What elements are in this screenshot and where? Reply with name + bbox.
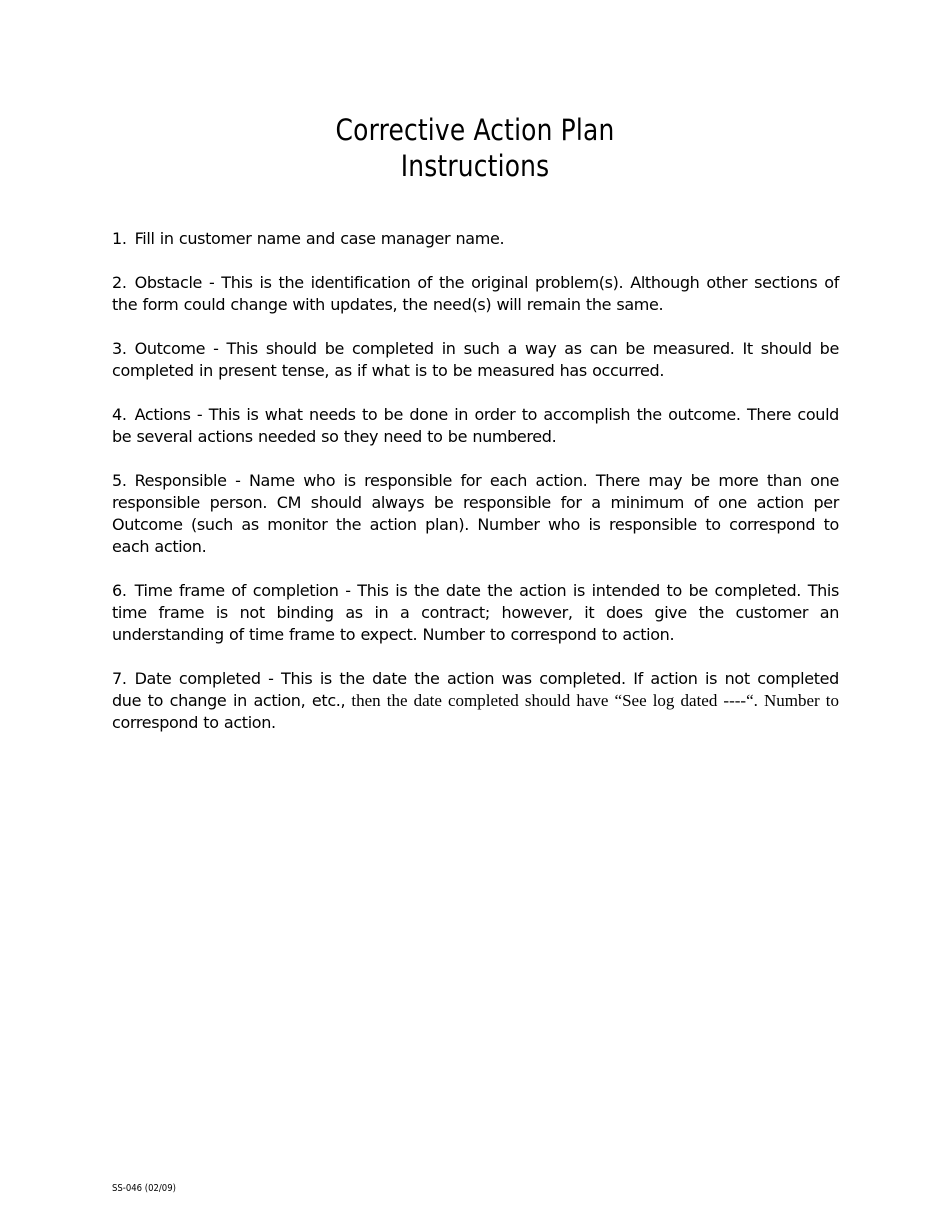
instruction-item-2 <box>112 272 839 316</box>
item-number: 7. <box>112 669 127 688</box>
item-text-end: correspond to action. <box>112 713 276 732</box>
item-number: 4. <box>112 405 127 424</box>
item-text-serif: then the date completed should have “See log dated ----“. Number to <box>345 691 839 710</box>
item-text: Responsible - Name who is responsible for each action. There may be more than one responsible person. CM should always be responsible for a minimum of one action per Outcome (such as monitor the action plan). Number who is responsible to correspond to each action. <box>112 471 839 556</box>
item-text: Date completed - This is the date the action was completed. If action is not completed due to change in action, etc., <box>112 669 839 710</box>
instruction-list <box>112 228 839 756</box>
item-text: Actions - This is what needs to be done in order to accomplish the outcome. There could be several actions needed so they need to be numbered. <box>112 405 839 446</box>
instruction-item-7 <box>112 668 839 734</box>
item-text: Time frame of completion - This is the date the action is intended to be completed. This time frame is not binding as in a contract; however, it does give the customer an understanding of time frame to expect. Number to correspond to action. <box>112 581 839 644</box>
form-code: SS-046 (02/09) <box>112 1183 176 1194</box>
instruction-item-3 <box>112 338 839 382</box>
instruction-item-5 <box>112 470 839 558</box>
title-line-1: Corrective Action Plan <box>335 113 615 147</box>
document-title <box>0 112 950 184</box>
item-number: 6. <box>112 581 127 600</box>
item-text: Obstacle - This is the identification of the original problem(s). Although other sections of the form could change with updates, the need(s) will remain the same. <box>112 273 839 314</box>
item-number: 3. <box>112 339 127 358</box>
instruction-item-4 <box>112 404 839 448</box>
item-text: Fill in customer name and case manager name. <box>134 229 505 248</box>
item-text: Outcome - This should be completed in such a way as can be measured. It should be completed in present tense, as if what is to be measured has occurred. <box>112 339 839 380</box>
item-number: 1. <box>112 229 127 248</box>
item-number: 2. <box>112 273 127 292</box>
instruction-item-1 <box>112 228 839 250</box>
item-number: 5. <box>112 471 127 490</box>
title-line-2: Instructions <box>400 149 550 183</box>
instruction-item-6 <box>112 580 839 646</box>
